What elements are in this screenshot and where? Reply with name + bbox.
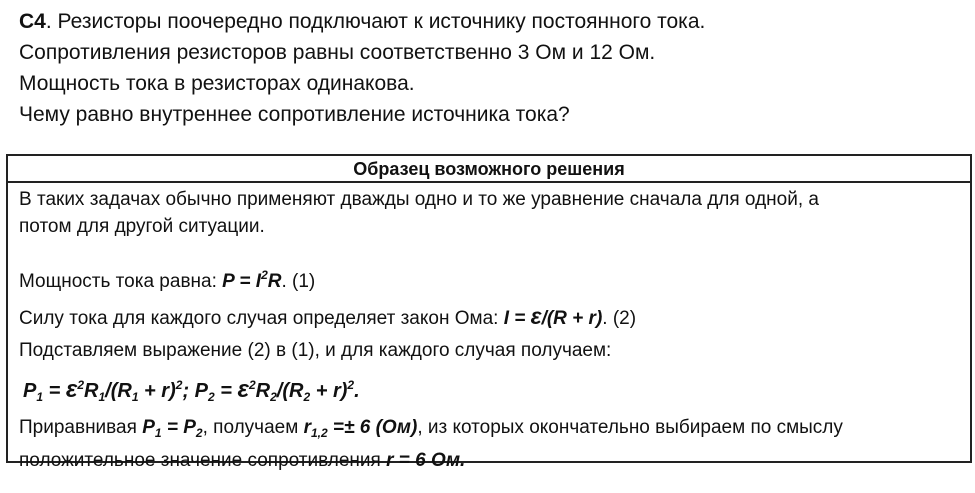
power-formula-2: $P_2 = \varepsilon^2R_2/(R_2 + r)^2$. [194, 376, 360, 404]
solution-header: Образец возможного решения [8, 156, 970, 183]
substitute-line: Подставляем выражение (2) в (1), и для каждого случая получаем: [19, 340, 612, 361]
ohm-formula: I = ε/(R + r) [503, 303, 603, 329]
solution-box [6, 154, 972, 471]
ohm-line: Силу тока для каждого случая определяет закон Ома: I = ε/(R + r). (2) [19, 303, 637, 329]
power-line: Мощность тока равна: $P = I^2R$. (1) [19, 268, 316, 292]
equate-formula: $P_1 = P_2$ [142, 417, 203, 440]
problem-line-2: Сопротивления резисторов равны соответственно 3 Ом и 12 Ом. [19, 41, 656, 64]
problem-number: С4 [19, 10, 46, 33]
problem-line-4: Чему равно внутреннее сопротивление источника тока? [19, 103, 570, 126]
problem-statement [19, 6, 969, 130]
roots-formula: $r_{1,2} =\pm 6$ (Ом) [303, 417, 418, 440]
solution-intro-2: потом для другой ситуации. [19, 216, 265, 237]
equate-line: Приравнивая $P_1 = P_2$, получаем $r_{1,2} =\pm 6$ (Ом), из которых окончательно выбираем по смыслу [19, 417, 843, 440]
solution-intro-1: В таких задачах обычно применяют дважды одно и то же уравнение сначала для одной, а [19, 189, 819, 210]
power-formula: $P = I^2R$ [222, 268, 282, 292]
final-answer: r = 6 Ом. [386, 450, 466, 471]
problem-line-3: Мощность тока в резисторах одинакова. [19, 72, 415, 95]
power-formula-1: $P_1 = \varepsilon^2R_1/(R_1 + r)^2$; [23, 376, 195, 404]
power-equations [23, 372, 970, 411]
solution-body [8, 183, 970, 474]
final-line: положительное значение сопротивления r = 6 Ом. [19, 450, 466, 471]
problem-line-1: С4. Резисторы поочередно подключают к источнику постоянного тока. [19, 10, 706, 33]
